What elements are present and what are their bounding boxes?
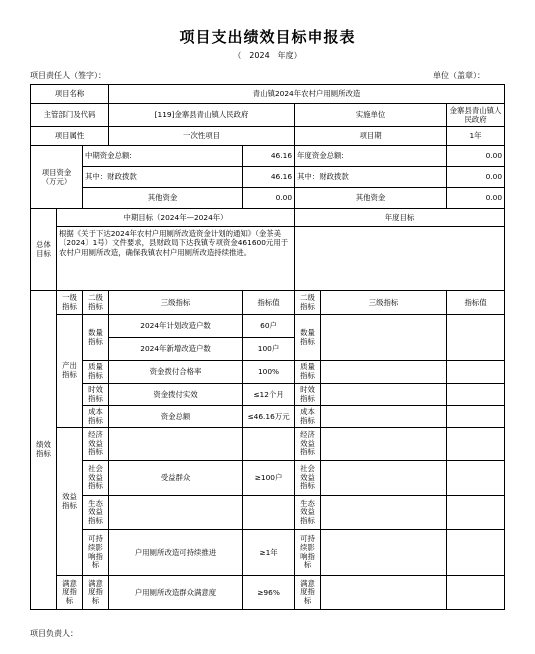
right-level2-social: 社会效益指标 — [295, 461, 321, 496]
right-level2-satisfaction: 满意度指标 — [295, 576, 321, 610]
right-level3-cost — [321, 406, 447, 428]
level3-timeliness: 资金拨付实效 — [109, 384, 243, 406]
right-level3-quality — [321, 361, 447, 384]
level3-cost: 资金总额 — [109, 406, 243, 428]
value-sustainable: ≥1年 — [243, 530, 295, 576]
mid-fiscal-label: 其中：财政拨款 — [83, 167, 243, 188]
right-level2-sustainable: 可持续影响指标 — [295, 530, 321, 576]
performance-form-table — [30, 84, 505, 610]
year-fiscal-label: 其中：财政拨款 — [295, 167, 447, 188]
right-level3-quantity — [321, 315, 447, 361]
head-level3-right: 三级指标 — [321, 291, 447, 315]
right-level3-social — [321, 461, 447, 496]
right-value-cost — [447, 406, 505, 428]
level3-new-households: 2024年新增改造户数 — [109, 338, 243, 361]
project-name-label: 项目名称 — [31, 85, 109, 104]
level3-social: 受益群众 — [109, 461, 243, 496]
year-other-value: 0.00 — [447, 188, 505, 209]
form-title: 项目支出绩效目标申报表 — [179, 28, 356, 46]
value-economic — [243, 428, 295, 461]
level2-social: 社会效益指标 — [83, 461, 109, 496]
mid-fiscal-value: 46.16 — [243, 167, 295, 188]
effect-indicator-label: 效益指标 — [57, 428, 83, 576]
level2-quantity: 数量指标 — [83, 315, 109, 361]
dept-label: 主管部门及代码 — [31, 104, 109, 127]
right-value-satisfaction — [447, 576, 505, 610]
value-plan-households: 60户 — [243, 315, 295, 338]
right-level2-ecological: 生态效益指标 — [295, 496, 321, 530]
level2-satisfaction: 满意度指标 — [83, 576, 109, 610]
head-level2: 二级指标 — [83, 291, 109, 315]
level3-economic — [109, 428, 243, 461]
right-value-economic — [447, 428, 505, 461]
right-level3-economic — [321, 428, 447, 461]
right-level3-timeliness — [321, 384, 447, 406]
level2-quality: 质量指标 — [83, 361, 109, 384]
right-value-timeliness — [447, 384, 505, 406]
dept-value: [119]金寨县青山镇人民政府 — [109, 104, 295, 127]
responsible-label: 项目责任人（签字）： — [30, 71, 106, 80]
right-level3-satisfaction — [321, 576, 447, 610]
right-value-sustainable — [447, 530, 505, 576]
value-social: ≥100户 — [243, 461, 295, 496]
level2-economic: 经济效益指标 — [83, 428, 109, 461]
right-value-ecological — [447, 496, 505, 530]
overall-target-label: 总体目标 — [31, 209, 57, 291]
satisfaction-indicator-label: 满意度指标 — [57, 576, 83, 610]
year-other-label: 其他资金 — [295, 188, 447, 209]
value-ecological — [243, 496, 295, 530]
output-indicator-label: 产出指标 — [57, 315, 83, 428]
attr-label: 项目属性 — [31, 127, 109, 146]
right-level3-sustainable — [321, 530, 447, 576]
value-satisfaction: ≥96% — [243, 576, 295, 610]
right-level2-economic: 经济效益指标 — [295, 428, 321, 461]
value-new-households: 100户 — [243, 338, 295, 361]
value-quality: 100% — [243, 361, 295, 384]
perf-indicator-label: 绩效指标 — [31, 291, 57, 610]
year-total-value: 0.00 — [447, 146, 505, 167]
level3-ecological — [109, 496, 243, 530]
unit-stamp-label: 单位（盖章）： — [433, 71, 485, 80]
value-cost: ≤46.16万元 — [243, 406, 295, 428]
year-target-header: 年度目标 — [295, 209, 505, 227]
year-total-label: 年度资金总额: — [295, 146, 447, 167]
mid-total-value: 46.16 — [243, 146, 295, 167]
level2-timeliness: 时效指标 — [83, 384, 109, 406]
right-level2-quantity: 数量指标 — [295, 315, 321, 361]
impl-unit-value: 金寨县青山镇人民政府 — [447, 104, 505, 127]
head-level2-right: 二级指标 — [295, 291, 321, 315]
right-value-quantity — [447, 315, 505, 361]
mid-total-label: 中期资金总额: — [83, 146, 243, 167]
mid-target-text: 根据《关于下达2024年农村户用厕所改造资金计划的通知》（金茶美〔2024〕1号）文件要求，县财政局下达我镇专项资金461600元用于农村户用厕所改造，确保我镇农村户用厕所改造持续推进。 — [57, 227, 295, 291]
mid-other-label: 其他资金 — [83, 188, 243, 209]
year-line: （ 2024 年度） — [233, 51, 302, 60]
value-timeliness: ≤12个月 — [243, 384, 295, 406]
period-value: 1年 — [447, 127, 505, 146]
right-level3-ecological — [321, 496, 447, 530]
right-level2-quality: 质量指标 — [295, 361, 321, 384]
year-target-text — [295, 227, 505, 291]
level3-satisfaction: 户用厕所改造群众满意度 — [109, 576, 243, 610]
head-level3: 三级指标 — [109, 291, 243, 315]
head-value-right: 指标值 — [447, 291, 505, 315]
right-level2-cost: 成本指标 — [295, 406, 321, 428]
right-level2-timeliness: 时效指标 — [295, 384, 321, 406]
mid-target-header: 中期目标（2024年—2024年） — [57, 209, 295, 227]
level3-plan-households: 2024年计划改造户数 — [109, 315, 243, 338]
period-label: 项目期 — [295, 127, 447, 146]
level2-ecological: 生态效益指标 — [83, 496, 109, 530]
head-value: 指标值 — [243, 291, 295, 315]
funds-label: 项目资金 （万元） — [31, 146, 83, 209]
right-value-quality — [447, 361, 505, 384]
year-fiscal-value: 0.00 — [447, 167, 505, 188]
level2-cost: 成本指标 — [83, 406, 109, 428]
project-name-value: 青山镇2024年农村户用厕所改造 — [109, 85, 505, 104]
attr-value: 一次性项目 — [109, 127, 295, 146]
level3-sustainable: 户用厕所改造可持续推进 — [109, 530, 243, 576]
footer-project-lead: 项目负责人： — [30, 629, 78, 638]
right-value-social — [447, 461, 505, 496]
level3-quality: 资金拨付合格率 — [109, 361, 243, 384]
mid-other-value: 0.00 — [243, 188, 295, 209]
level2-sustainable: 可持续影响指标 — [83, 530, 109, 576]
head-level1: 一级指标 — [57, 291, 83, 315]
impl-unit-label: 实施单位 — [295, 104, 447, 127]
